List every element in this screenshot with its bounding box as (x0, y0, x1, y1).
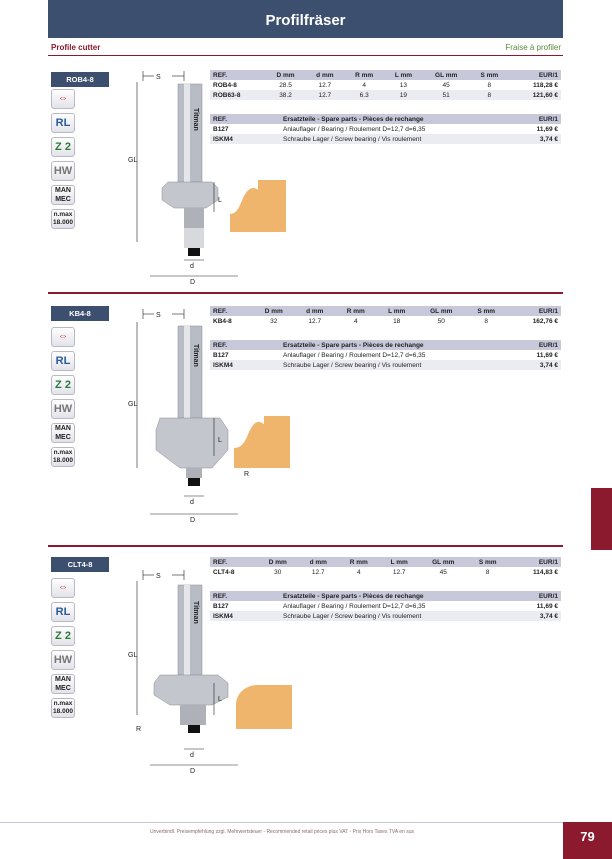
data-cell: 6.3 (344, 90, 384, 100)
data-cell: 4 (356, 568, 361, 576)
spare-parts-table (210, 591, 561, 621)
label-gl: GL (128, 652, 138, 659)
header-cell: D mm (257, 557, 298, 567)
nmax-icon (51, 698, 75, 718)
price-cell: 121,60 € (509, 90, 561, 100)
ref-cell: KB4-8 (213, 317, 232, 325)
price-cell: 114,83 € (533, 568, 558, 576)
label-s: S (156, 573, 161, 580)
subtitle-french: Fraise à profiler (505, 43, 561, 52)
header-cell: REF. (210, 70, 266, 80)
table-row (210, 80, 561, 90)
ref-cell: ROB4-8 (213, 81, 237, 89)
data-cell: 12.7 (392, 568, 406, 576)
subtitle-bar (48, 43, 563, 57)
price-cell: 162,76 € (532, 317, 558, 325)
data-cell: 19 (384, 90, 423, 100)
parts-row (210, 611, 561, 621)
product-table (210, 557, 561, 577)
label-d-big: D (190, 768, 196, 775)
header-cell: d mm (295, 306, 335, 316)
data-cell: 12.7 (305, 90, 344, 100)
rl-icon: RL (51, 351, 75, 371)
data-cell: 8 (470, 90, 509, 100)
header-cell: L mm (379, 557, 419, 567)
table-header-row (210, 557, 561, 567)
chapter-tab (591, 488, 612, 550)
mec-label: MEC (55, 195, 71, 203)
header-cell: REF. (210, 306, 253, 316)
data-cell: 51 (423, 90, 470, 100)
header-cell: REF. (210, 591, 280, 601)
subtitle-english: Profile cutter (51, 43, 101, 52)
label-r: R (244, 471, 250, 478)
header-cell: L mm (384, 70, 423, 80)
description-cell: Schraube Lager / Screw bearing / Vis roulement (280, 360, 517, 370)
price-cell: 3,74 € (517, 360, 561, 370)
description-cell: Anlauflager / Bearing / Roulement D=12,7 d=6,35 (283, 125, 426, 133)
data-cell: 8 (484, 317, 489, 325)
price-cell: 11,69 € (536, 351, 558, 359)
data-cell: 30 (274, 568, 282, 576)
price-cell: 11,69 € (536, 125, 558, 133)
header-cell: S mm (466, 306, 507, 316)
man-label: MAN (55, 187, 71, 194)
header-cell: D mm (253, 306, 295, 316)
header-cell: d mm (298, 557, 338, 567)
label-d-big: D (190, 517, 196, 524)
rl-icon: RL (51, 113, 75, 133)
label-l: L (218, 437, 222, 444)
data-cell: 4 (362, 81, 366, 89)
table-header-row (210, 306, 561, 316)
parts-header-row (210, 114, 561, 124)
man-label: MAN (55, 425, 71, 432)
header-cell: EUR/1 (517, 591, 561, 601)
label-gl: GL (128, 401, 138, 408)
footer-divider (0, 822, 612, 823)
header-cell: R mm (335, 306, 377, 316)
page-footer (0, 822, 612, 859)
label-d-small: d (190, 499, 194, 506)
header-cell: GL mm (417, 306, 466, 316)
data-cell: 13 (399, 81, 408, 89)
ref-cell: ISKM4 (210, 360, 280, 370)
mec-label: MEC (55, 684, 71, 692)
header-cell: Ersatzteile - Spare parts - Pièces de rechange (280, 340, 517, 350)
rotation-direction-icon: ⇔ (51, 578, 75, 598)
ref-cell: ISKM4 (210, 611, 280, 621)
header-cell: d mm (305, 70, 344, 80)
product-section-kb (48, 292, 563, 540)
ref-cell: ROB63-8 (210, 90, 266, 100)
product-ref-badge: ROB4-8 (51, 72, 109, 87)
label-s: S (156, 312, 161, 319)
data-cell: 12.7 (318, 81, 332, 89)
rotation-direction-icon: ⇔ (51, 89, 75, 109)
hw-icon: HW (51, 650, 75, 670)
parts-row (210, 124, 561, 134)
nmax-label: n.max (53, 700, 73, 707)
label-d-big: D (190, 279, 196, 286)
spare-parts-table (210, 340, 561, 370)
data-cell: 8 (485, 568, 490, 576)
product-section-rob (48, 62, 563, 310)
header-cell: GL mm (419, 557, 467, 567)
data-cell: 12.7 (311, 568, 325, 576)
header-cell: REF. (210, 557, 257, 567)
svg-text:Titman: Titman (192, 344, 199, 367)
description-cell: Schraube Lager / Screw bearing / Vis roulement (280, 134, 517, 144)
man-mec-icon (51, 185, 75, 205)
data-cell: 50 (437, 317, 445, 325)
data-cell: 45 (442, 81, 450, 89)
mec-label: MEC (55, 433, 71, 441)
spare-parts-table (210, 114, 561, 144)
product-table (210, 70, 561, 100)
header-cell: GL mm (423, 70, 470, 80)
price-cell: 3,74 € (517, 611, 561, 621)
header-cell: R mm (338, 557, 379, 567)
z2-icon: Z 2 (51, 626, 75, 646)
z2-icon: Z 2 (51, 137, 75, 157)
data-cell: 12.7 (308, 317, 322, 325)
parts-row (210, 360, 561, 370)
table-row (210, 567, 561, 577)
hw-icon: HW (51, 161, 75, 181)
label-l: L (218, 696, 222, 703)
nmax-icon (51, 447, 75, 467)
parts-header-row (210, 591, 561, 601)
header-cell: R mm (344, 70, 384, 80)
table-row (210, 316, 561, 326)
header-cell: D mm (266, 70, 306, 80)
page-title: Profilfräser (48, 0, 563, 38)
profile-shape (228, 174, 288, 234)
nmax-label: n.max (53, 211, 73, 218)
hw-icon: HW (51, 399, 75, 419)
subtitle-divider (48, 55, 563, 56)
header-cell: EUR/1 (507, 306, 561, 316)
profile-shape (234, 681, 294, 731)
product-table (210, 306, 561, 326)
label-l: L (218, 197, 222, 204)
ref-cell: B127 (213, 125, 229, 133)
svg-text:Titman: Titman (192, 601, 199, 624)
parts-row (210, 134, 561, 144)
header-cell: S mm (470, 70, 509, 80)
z2-icon: Z 2 (51, 375, 75, 395)
rl-icon: RL (51, 602, 75, 622)
header-cell: EUR/1 (508, 557, 561, 567)
description-cell: Anlauflager / Bearing / Roulement D=12,7 d=6,35 (283, 351, 426, 359)
nmax-label: n.max (53, 449, 73, 456)
footer-note: Unverbindl. Preisempfehlung zzgl. Mehrwertsteuer - Recommended retail prices plus VAT - Prix Hors Taxes TVA en sus (150, 829, 414, 835)
cutter-drawing (88, 545, 248, 793)
data-cell: 45 (439, 568, 447, 576)
man-mec-icon (51, 423, 75, 443)
ref-cell: ISKM4 (210, 134, 280, 144)
header-cell: S mm (467, 557, 508, 567)
description-cell: Schraube Lager / Screw bearing / Vis roulement (280, 611, 517, 621)
parts-row (210, 601, 561, 611)
header-cell: Ersatzteile - Spare parts - Pièces de rechange (280, 591, 517, 601)
data-cell: 32 (270, 317, 278, 325)
label-d-small: d (190, 752, 194, 759)
label-s: S (156, 74, 161, 81)
nmax-value: 18.000 (53, 457, 73, 464)
description-cell: Anlauflager / Bearing / Roulement D=12,7 d=6,35 (283, 602, 426, 610)
header-cell: L mm (377, 306, 417, 316)
table-header-row (210, 70, 561, 80)
ref-cell: CLT4-8 (213, 568, 235, 576)
svg-text:Titman: Titman (192, 108, 199, 131)
price-cell: 11,69 € (536, 602, 558, 610)
parts-row (210, 350, 561, 360)
profile-shape (232, 412, 292, 470)
header-cell: REF. (210, 114, 280, 124)
product-section-clt (48, 545, 563, 793)
label-gl: GL (128, 157, 138, 164)
header-cell: Ersatzteile - Spare parts - Pièces de rechange (280, 114, 517, 124)
page-number: 79 (563, 822, 612, 859)
table-row (210, 90, 561, 100)
data-cell: 28.5 (279, 81, 292, 89)
label-r: R (136, 726, 142, 733)
price-cell: 3,74 € (517, 134, 561, 144)
price-cell: 118,28 € (533, 81, 558, 89)
header-cell: REF. (210, 340, 280, 350)
nmax-icon (51, 209, 75, 229)
data-cell: 8 (487, 81, 492, 89)
header-cell: EUR/1 (517, 114, 561, 124)
header-cell: EUR/1 (517, 340, 561, 350)
product-ref-badge: CLT4-8 (51, 557, 109, 572)
nmax-value: 18.000 (53, 708, 73, 715)
header-cell: EUR/1 (509, 70, 561, 80)
man-mec-icon (51, 674, 75, 694)
ref-cell: B127 (213, 602, 229, 610)
man-label: MAN (55, 676, 71, 683)
data-cell: 18 (393, 317, 401, 325)
ref-cell: B127 (213, 351, 229, 359)
product-ref-badge: KB4-8 (51, 306, 109, 321)
label-d-small: d (190, 263, 194, 270)
rotation-direction-icon: ⇔ (51, 327, 75, 347)
data-cell: 38.2 (266, 90, 306, 100)
cutter-drawing (88, 292, 248, 540)
nmax-value: 18.000 (53, 219, 73, 226)
data-cell: 4 (353, 317, 358, 325)
parts-header-row (210, 340, 561, 350)
